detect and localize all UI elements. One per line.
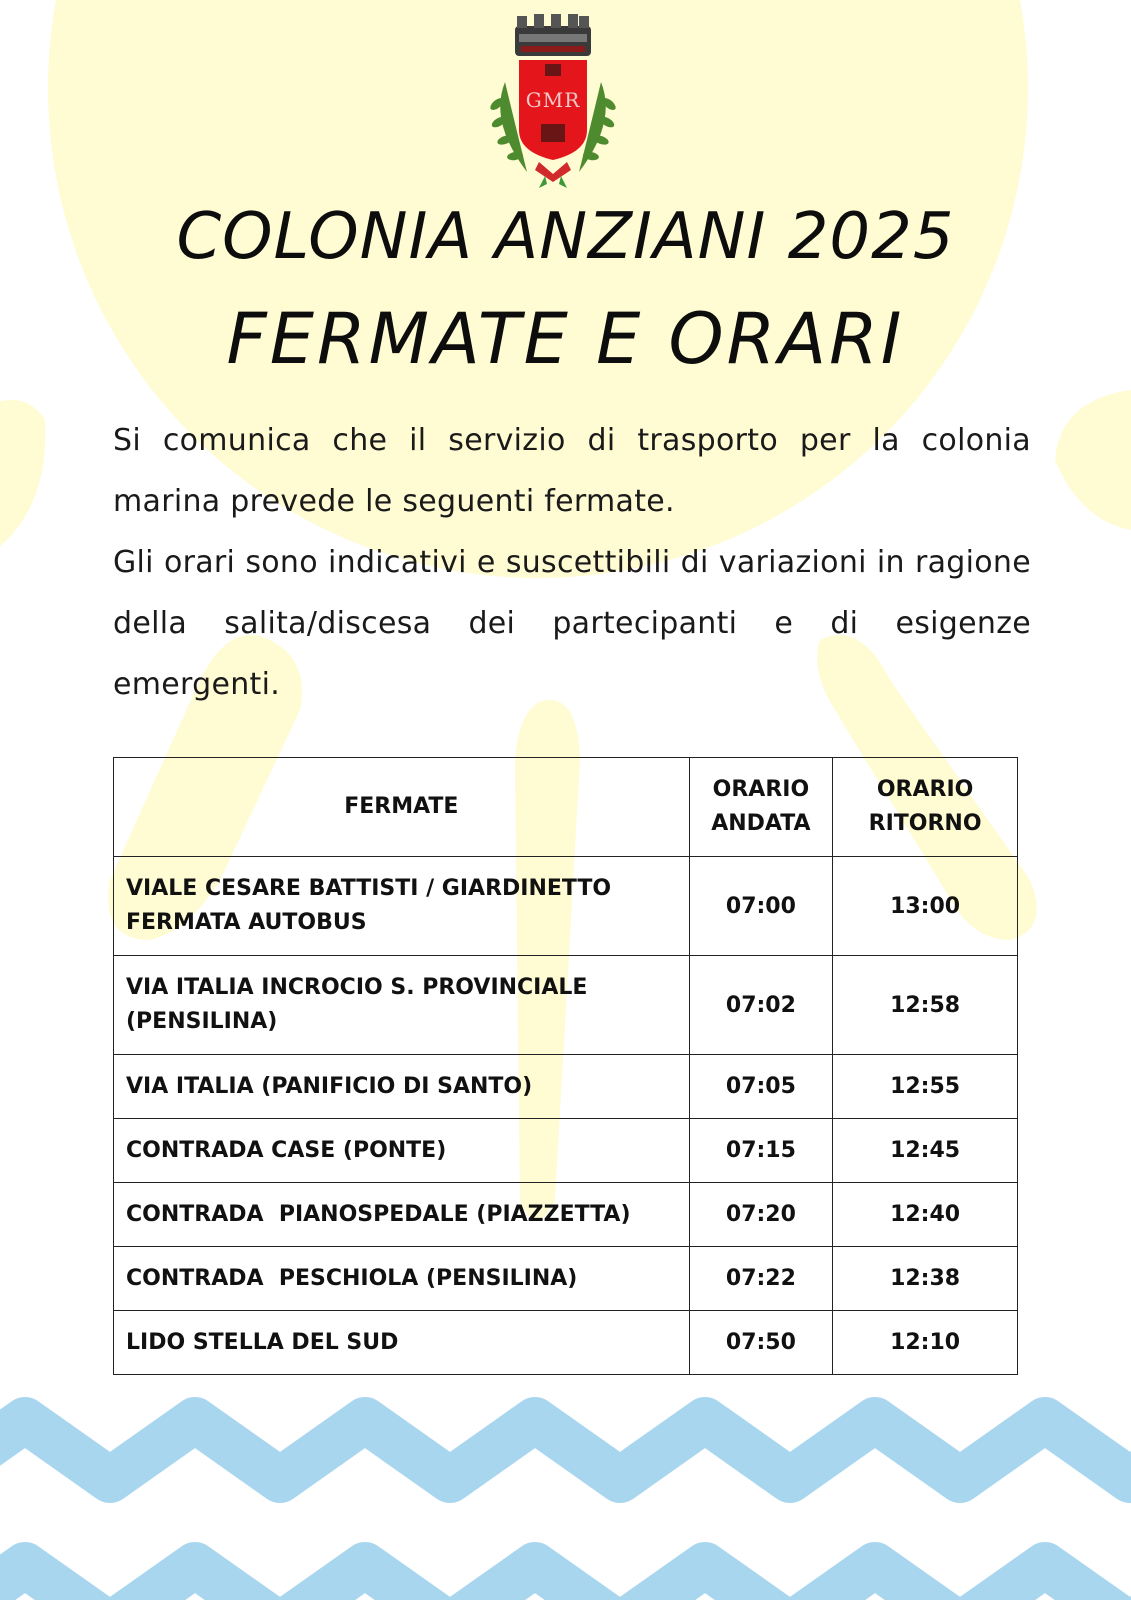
stop-name: CONTRADA PESCHIOLA (PENSILINA) xyxy=(114,1247,690,1311)
return-time: 12:10 xyxy=(833,1311,1018,1375)
outbound-time: 07:02 xyxy=(689,956,833,1055)
outbound-time: 07:50 xyxy=(689,1311,833,1375)
schedule-table xyxy=(113,757,1018,1375)
outbound-time: 07:20 xyxy=(689,1183,833,1247)
return-time: 12:38 xyxy=(833,1247,1018,1311)
stop-name: CONTRADA PIANOSPEDALE (PIAZZETTA) xyxy=(114,1183,690,1247)
intro-text xyxy=(113,410,1031,715)
table-row xyxy=(114,1055,1018,1119)
svg-text:GMR: GMR xyxy=(525,88,581,112)
table-row xyxy=(114,1311,1018,1375)
table-row xyxy=(114,1247,1018,1311)
stop-name: CONTRADA CASE (PONTE) xyxy=(114,1119,690,1183)
table-row xyxy=(114,1183,1018,1247)
table-header-row xyxy=(114,758,1018,857)
outbound-time: 07:00 xyxy=(689,857,833,956)
shield-icon xyxy=(519,60,587,160)
outbound-time: 07:15 xyxy=(689,1119,833,1183)
stop-name: LIDO STELLA DEL SUD xyxy=(114,1311,690,1375)
intro-paragraph-2: Gli orari sono indicativi e suscettibili di variazioni in ragione della salita/discesa dei partecipanti e di esigenze emergenti. xyxy=(113,545,1031,702)
crown-icon xyxy=(515,14,591,56)
wave-decoration xyxy=(0,1420,1131,1600)
header-return-time: ORARIO RITORNO xyxy=(833,758,1018,857)
return-time: 12:45 xyxy=(833,1119,1018,1183)
intro-paragraph-1: Si comunica che il servizio di trasporto per la colonia marina prevede le seguenti fermate. xyxy=(113,423,1031,519)
return-time: 12:58 xyxy=(833,956,1018,1055)
stop-name: VIA ITALIA INCROCIO S. PROVINCIALE (PENSILINA) xyxy=(114,956,690,1055)
stop-name: VIALE CESARE BATTISTI / GIARDINETTO FERMATA AUTOBUS xyxy=(114,857,690,956)
table-row xyxy=(114,1119,1018,1183)
header-outbound-time: ORARIO ANDATA xyxy=(689,758,833,857)
municipal-crest-emblem xyxy=(487,12,619,190)
stop-name: VIA ITALIA (PANIFICIO DI SANTO) xyxy=(114,1055,690,1119)
page-title: COLONIA ANZIANI 2025 xyxy=(176,200,955,274)
ribbon-icon xyxy=(535,162,571,188)
return-time: 13:00 xyxy=(833,857,1018,956)
outbound-time: 07:22 xyxy=(689,1247,833,1311)
outbound-time: 07:05 xyxy=(689,1055,833,1119)
return-time: 12:55 xyxy=(833,1055,1018,1119)
return-time: 12:40 xyxy=(833,1183,1018,1247)
page-subtitle: FERMATE E ORARI xyxy=(226,298,905,380)
table-row xyxy=(114,956,1018,1055)
header-stops: FERMATE xyxy=(114,758,690,857)
table-row xyxy=(114,857,1018,956)
